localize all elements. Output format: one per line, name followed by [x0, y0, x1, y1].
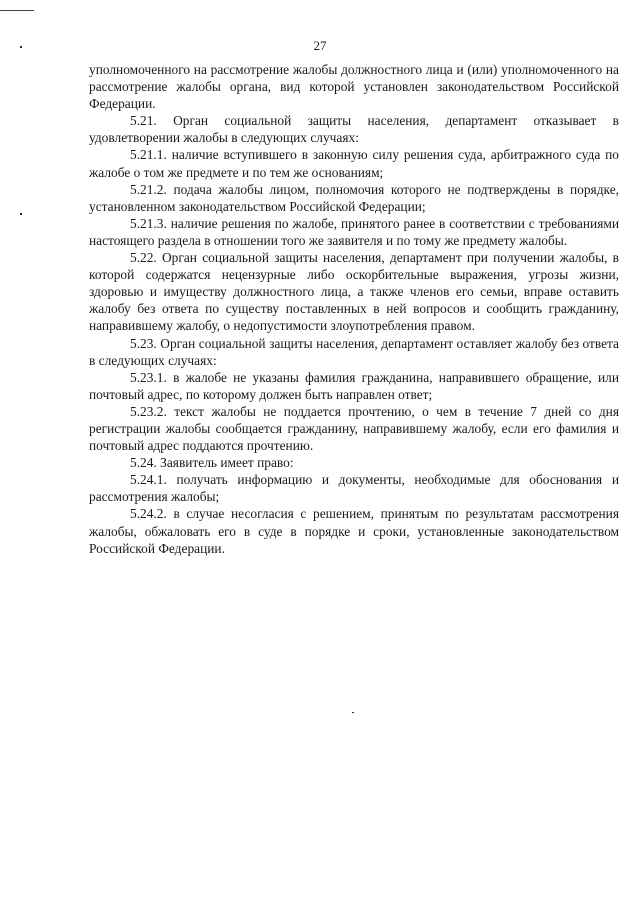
- paragraph: 5.22. Орган социальной защиты населения, департамент при получении жалобы, в которой содержатся нецензурные либо оскорбительные выражения, угрозы жизни, здоровью и имуществу должностного лица, а также членов его семьи, вправе оставить жалобу без ответа по существу поставленных в ней вопросов и сообщить гражданину, направившему жалобу, о недопустимости злоупотребления правом.: [89, 250, 619, 334]
- scan-dot: [352, 712, 354, 713]
- page-number: 27: [313, 38, 327, 53]
- scan-dot: [20, 213, 22, 215]
- paragraph: 5.23.1. в жалобе не указаны фамилия гражданина, направившего обращение, или почтовый адрес, по которому должен быть направлен ответ;: [89, 369, 619, 402]
- paragraph: 5.21.2. подача жалобы лицом, полномочия которого не подтверждены в порядке, установленном законодательством Российской Федерации;: [89, 181, 619, 214]
- paragraph: 5.23.2. текст жалобы не поддается прочтению, о чем в течение 7 дней со дня регистрации жалобы сообщается гражданину, направившему жалобу, если его фамилия и почтовый адрес поддаются прочтению.: [89, 403, 619, 454]
- paragraph: 5.23. Орган социальной защиты населения, департамент оставляет жалобу без ответа в следующих случаях:: [89, 335, 619, 368]
- paragraph: 5.21.3. наличие решения по жалобе, принятого ранее в соответствии с требованиями настоящего раздела в отношении того же заявителя и по тому же предмету жалобы.: [89, 215, 619, 248]
- paragraph: 5.24. Заявитель имеет право:: [130, 455, 294, 471]
- paragraph: 5.21. Орган социальной защиты населения, департамент отказывает в удовлетворении жалобы в следующих случаях:: [89, 113, 619, 146]
- paragraph: 5.24.2. в случае несогласия с решением, принятым по результатам рассмотрения жалобы, обжаловать его в суде в порядке и сроки, установленные законодательством Российской Федерации.: [89, 506, 619, 556]
- paragraph: уполномоченного на рассмотрение жалобы должностного лица и (или) уполномоченного на рассмотрение жалобы органа, вид которой установлен законодательством Российской Федерации.: [89, 62, 619, 112]
- document-body: [89, 61, 619, 557]
- paragraph: 5.24.1. получать информацию и документы, необходимые для обоснования и рассмотрения жалобы;: [89, 472, 619, 505]
- paragraph: 5.21.1. наличие вступившего в законную силу решения суда, арбитражного суда по жалобе о том же предмете и по тем же основаниям;: [89, 147, 619, 180]
- scan-corner-mark: [0, 0, 34, 11]
